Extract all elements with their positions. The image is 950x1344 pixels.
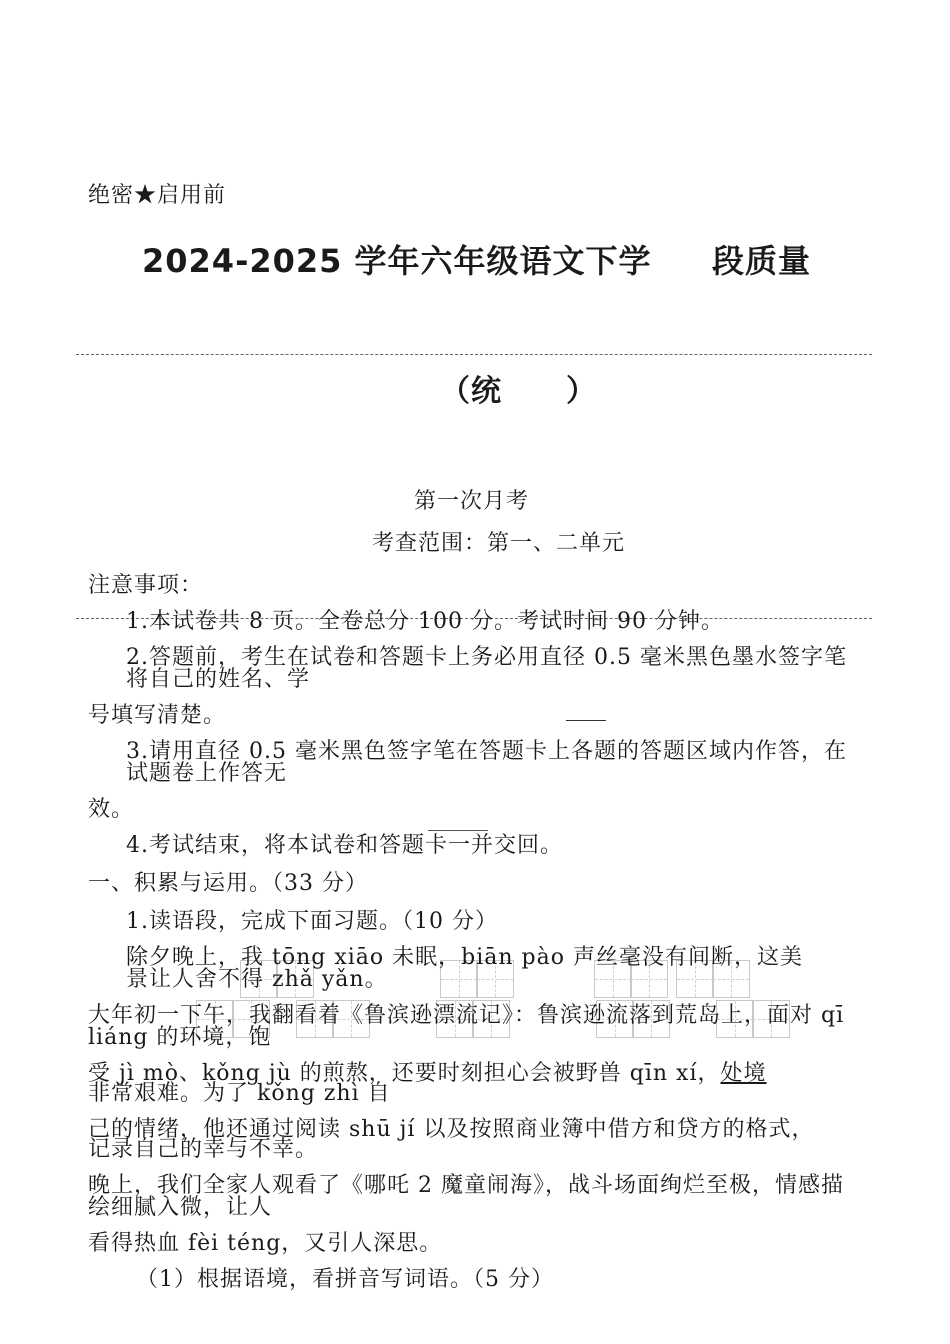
note-item: 号填写清楚。 — [88, 703, 227, 728]
mark-line — [566, 720, 606, 721]
passage-line: liáng 的环境，饱 — [88, 1025, 272, 1050]
exam-name: 第一次月考 — [414, 489, 530, 514]
sub-question: （1）根据语境，看拼音写词语。（5 分） — [136, 1267, 554, 1292]
note-item: 2.答题前，考生在试卷和答题卡上务必用直径 0.5 毫米黑色墨水签字笔 — [126, 645, 847, 670]
passage-text: 受 jì mò、kǒng jù 的煎熬，还要时刻担心会被野兽 qīn xí， — [88, 1061, 721, 1086]
passage-line: 晚上，我们全家人观看了《哪吒 2 魔童闹海》，战斗场面绚烂至极，情感描 — [88, 1173, 844, 1198]
subtitle-close: ） — [566, 374, 597, 409]
page-title: 2024-2025 学年六年级语文下学 — [142, 242, 652, 280]
passage-line: 大年初一下午，我翻看着《鲁滨逊漂流记》：鲁滨逊流落到荒岛上，面对 qī — [88, 1003, 845, 1028]
note-item: 将自己的姓名、学 — [126, 667, 311, 692]
passage-line: 己的情绪，他还通过阅读 shū jí 以及按照商业簿中借方和贷方的格式， — [88, 1117, 815, 1142]
section-heading: 一、积累与运用。（33 分） — [88, 871, 368, 896]
question-title: 1.读语段，完成下面习题。（10 分） — [126, 909, 498, 934]
passage-line: 记录自己的幸与不幸。 — [88, 1137, 319, 1162]
note-item: 3.请用直径 0.5 毫米黑色签字笔在答题卡上各题的答题区域内作答，在 — [126, 739, 847, 764]
passage-line: 绘细腻入微，让人 — [88, 1195, 273, 1220]
note-item: 1.本试卷共 8 页。全卷总分 100 分。考试时间 90 分钟。 — [126, 609, 724, 634]
note-item: 试题卷上作答无 — [126, 761, 288, 786]
secret-label: 绝密★启用前 — [88, 183, 227, 208]
page-title-tail: 段质量 — [712, 242, 812, 280]
passage-line: 景让人舍不得 zhǎ yǎn。 — [126, 967, 388, 992]
underlined-phrase: 处境 — [720, 1061, 767, 1086]
exam-scope: 考查范围：第一、二单元 — [372, 531, 626, 556]
notes-heading: 注意事项： — [88, 573, 204, 598]
note-item: 4.考试结束，将本试卷和答题卡一并交回。 — [126, 833, 563, 858]
subtitle-open: （统 — [440, 374, 502, 409]
passage-line: 看得热血 fèi téng，又引人深思。 — [88, 1231, 443, 1256]
note-item: 效。 — [88, 797, 135, 822]
passage-line: 除夕晚上，我 tōng xiāo 未眠，biān pào 声丝毫没有间断，这美 — [126, 945, 803, 970]
divider-line — [76, 354, 872, 355]
passage-line: 非常艰难。为了 kǒng zhì 自 — [88, 1081, 391, 1106]
